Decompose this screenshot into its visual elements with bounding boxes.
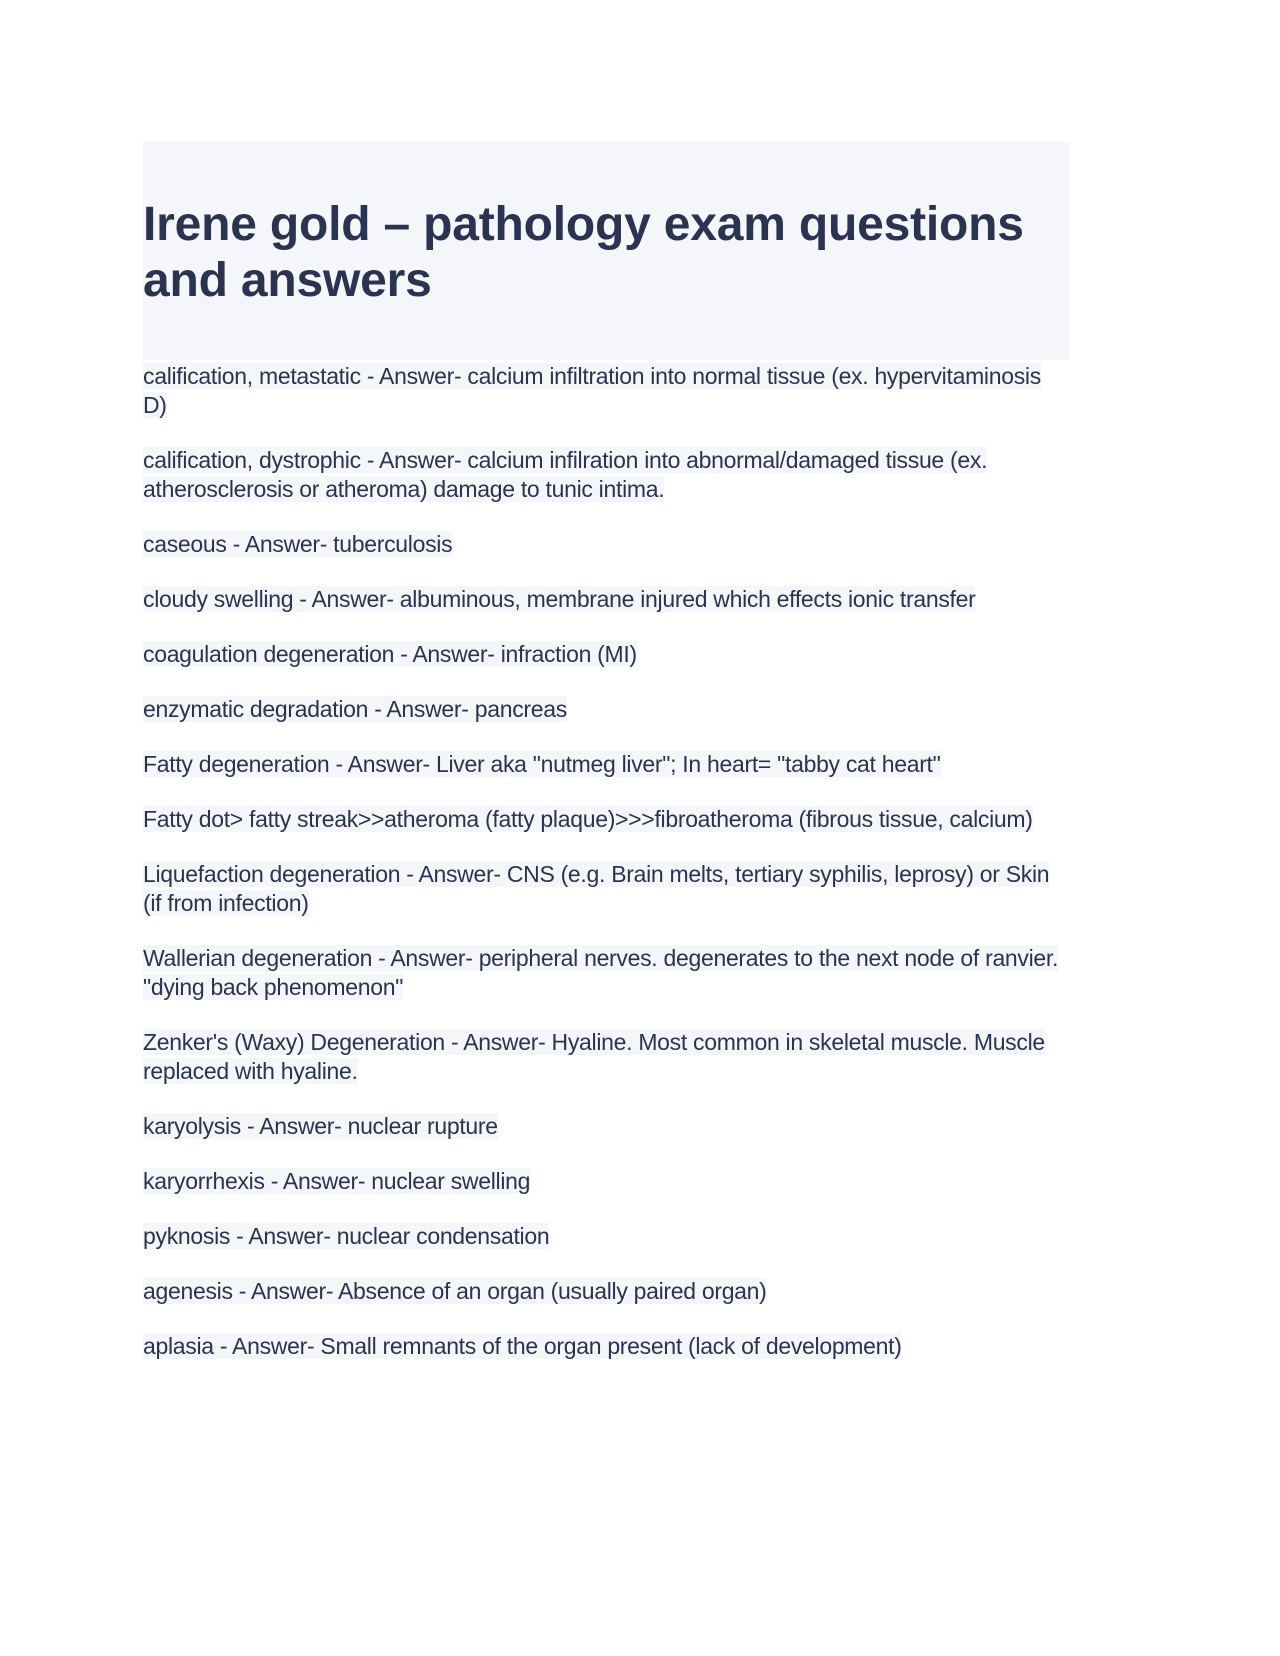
qa-entry: Fatty dot> fatty streak>>atheroma (fatty plaque)>>>fibroatheroma (fibrous tissue, calcium): [143, 806, 1033, 832]
title-block: [143, 142, 1070, 360]
qa-entry: Wallerian degeneration - Answer- peripheral nerves. degenerates to the next node of ranvier. "dying back phenomenon": [143, 945, 1059, 1000]
qa-list: [143, 362, 1070, 1361]
qa-entry: Zenker's (Waxy) Degeneration - Answer- Hyaline. Most common in skeletal muscle. Muscle replaced with hyaline.: [143, 1029, 1045, 1084]
qa-entry: karyolysis - Answer- nuclear rupture: [143, 1113, 498, 1139]
qa-entry: calification, dystrophic - Answer- calcium infilration into abnormal/damaged tissue (ex. atherosclerosis or atheroma) damage to tunic intima.: [143, 447, 988, 502]
document-title: Irene gold – pathology exam questions and answers: [143, 198, 1024, 307]
qa-entry: cloudy swelling - Answer- albuminous, membrane injured which effects ionic transfer: [143, 586, 976, 612]
document-page: [143, 142, 1070, 1387]
qa-entry: karyorrhexis - Answer- nuclear swelling: [143, 1168, 531, 1194]
qa-entry: agenesis - Answer- Absence of an organ (usually paired organ): [143, 1278, 767, 1304]
qa-entry: enzymatic degradation - Answer- pancreas: [143, 696, 567, 722]
qa-entry: aplasia - Answer- Small remnants of the organ present (lack of development): [143, 1333, 902, 1359]
qa-entry: Fatty degeneration - Answer- Liver aka "nutmeg liver"; In heart= "tabby cat heart": [143, 751, 941, 777]
qa-entry: caseous - Answer- tuberculosis: [143, 531, 453, 557]
qa-entry: calification, metastatic - Answer- calcium infiltration into normal tissue (ex. hypervitaminosis D): [143, 363, 1041, 418]
qa-entry: coagulation degeneration - Answer- infraction (MI): [143, 641, 637, 667]
qa-entry: Liquefaction degeneration - Answer- CNS (e.g. Brain melts, tertiary syphilis, leprosy) or Skin (if from infection): [143, 861, 1050, 916]
qa-entry: pyknosis - Answer- nuclear condensation: [143, 1223, 550, 1249]
